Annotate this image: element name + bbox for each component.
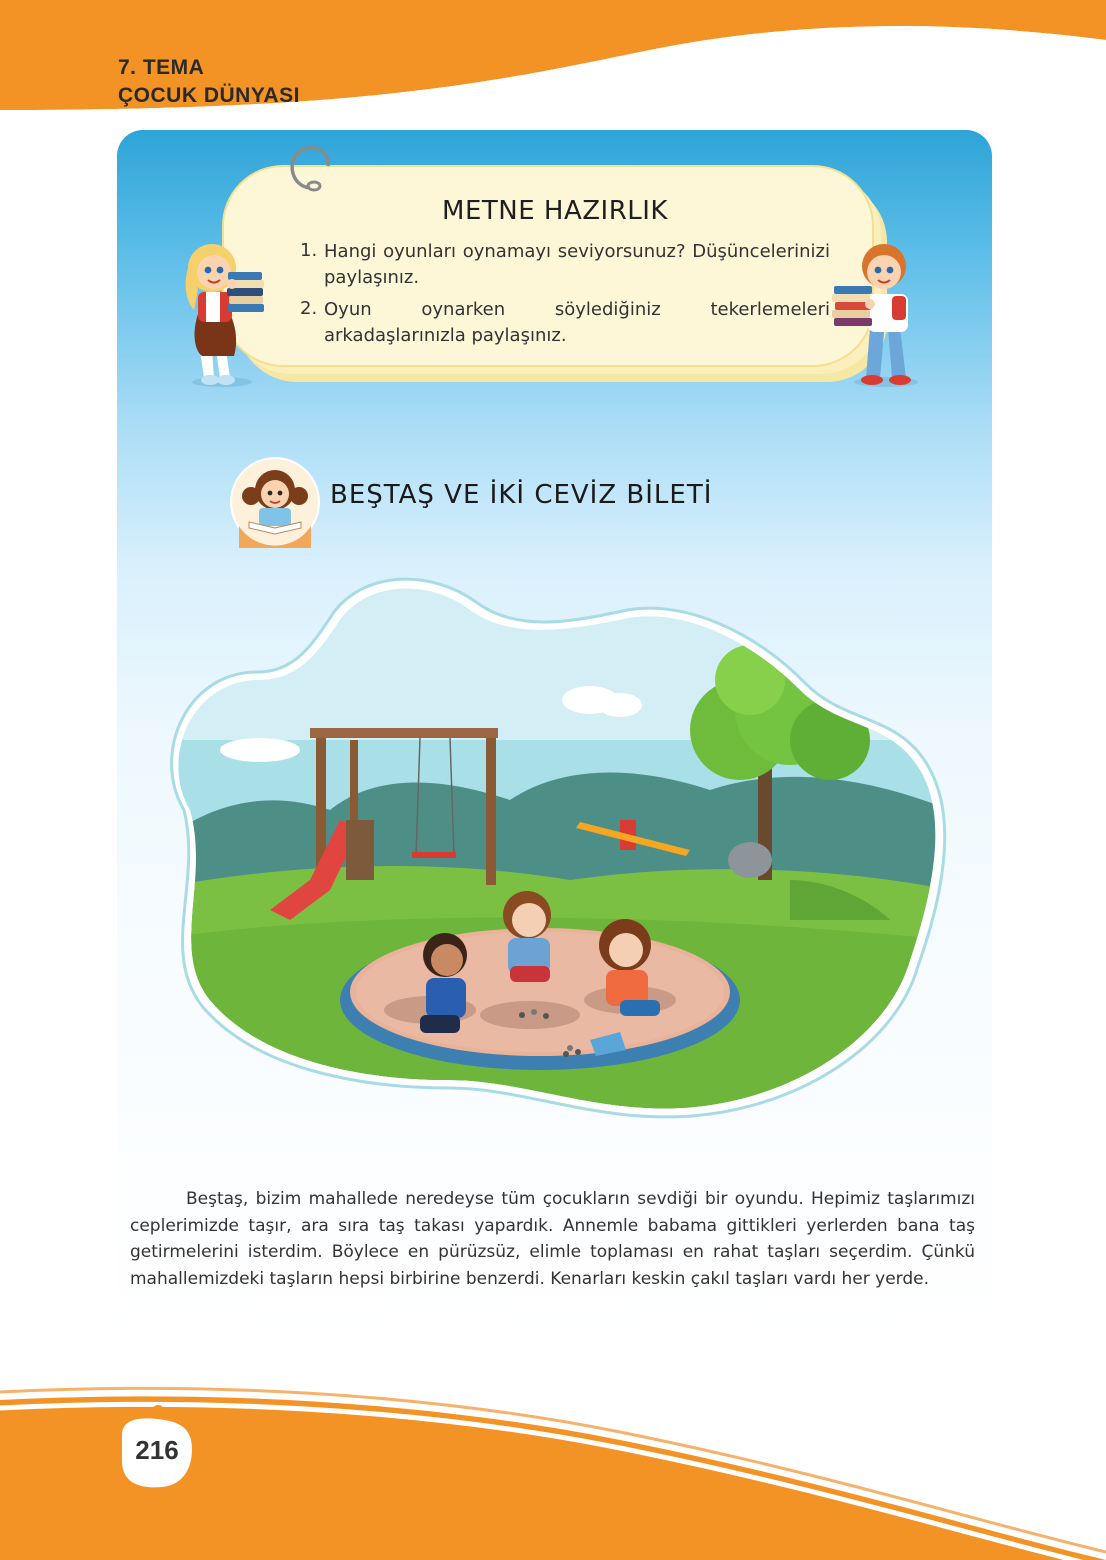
theme-header <box>118 54 300 110</box>
ring-clip-icon <box>280 138 340 198</box>
playground-illustration <box>150 560 950 1120</box>
girl-with-books-illustration <box>172 232 292 392</box>
reading-girl-icon <box>229 456 321 548</box>
question-text: Hangi oyunları oynamayı seviyorsunuz? Düşüncelerinizi paylaşınız. <box>324 241 830 288</box>
theme-number: 7. TEMA <box>118 56 205 79</box>
page-number: 216 <box>135 1435 179 1465</box>
question-number: 2. <box>300 298 318 319</box>
prep-title: METNE HAZIRLIK <box>442 196 668 226</box>
story-paragraph: Beştaş, bizim mahallede neredeyse tüm çocukların sevdiği bir oyundu. Hepimiz taşlarımızı ceplerimizde taşır, ara sıra taş takası yapardık. Annemle babama gittikleri yerlerden bana taş getirmelerini isterdim. Böylece en pürüzsüz, elimle toplaması en rahat taşları seçerdim. Çünkü mahallemizdeki taşların hepsi birbirine benzerdi. Kenarları keskin çakıl taşları vardı her yerde. <box>130 1189 975 1289</box>
question-text: Oyun oynarken söylediğiniz tekerlemeleri arkadaşlarınızla paylaşınız. <box>324 299 830 346</box>
prep-question-list <box>300 240 830 360</box>
question-number: 1. <box>300 240 318 261</box>
story-title: BEŞTAŞ VE İKİ CEVİZ BİLETİ <box>330 480 713 510</box>
theme-name: ÇOCUK DÜNYASI <box>118 84 300 107</box>
boy-with-books-illustration <box>826 232 936 392</box>
